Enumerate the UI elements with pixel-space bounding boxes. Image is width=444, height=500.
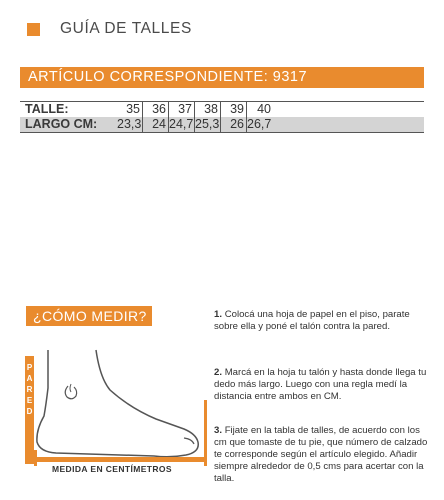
measure-bar [34,457,204,462]
step-number: 1. [214,309,223,320]
size-cell: 37 [169,102,195,117]
wall-letter: D [26,407,33,416]
length-cell: 24 [143,117,169,132]
length-cell: 24,7 [169,117,194,131]
step-text: Marcá en la hoja tu talón y hasta donde llega tu dedo más largo. Luego con una regla medí la distancia entre ambos en CM. [214,367,427,402]
measure-label: MEDIDA EN CENTÍMETROS [52,464,173,474]
instruction-step [214,309,432,333]
wall-letter: A [26,374,33,383]
header-accent-square [27,23,40,36]
size-cell: 40 [257,102,271,116]
size-cell: 39 [221,102,247,117]
length-row-label: LARGO CM: [25,117,98,131]
step-number: 2. [214,367,223,378]
instruction-step [214,425,432,485]
size-row [20,101,424,117]
ankle-bone [65,386,76,399]
step-text: Colocá una hoja de papel en el piso, parate sobre ella y poné el talón contra la pared. [214,309,410,332]
size-cell: 38 [195,102,221,117]
measure-cap-left [34,450,37,466]
length-cell: 26,7 [247,117,272,131]
length-row [20,117,424,133]
foot-measure-diagram [0,330,200,500]
size-cell: 35 [117,102,143,117]
length-cell: 23,3 [117,117,142,131]
how-to-measure-banner: ¿CÓMO MEDIR? [26,306,152,326]
instruction-step [214,367,432,403]
foot-outline [37,350,198,457]
wall-letter: E [26,396,33,405]
ankle-line [70,384,71,392]
toe-nail [184,438,194,444]
length-cell: 25,3 [195,117,220,131]
article-banner: ARTÍCULO CORRESPONDIENTE: 9317 [20,67,424,88]
size-table [20,101,424,133]
measure-cap-right [204,450,207,466]
wall-letter: P [26,363,33,372]
size-cell: 36 [143,102,169,117]
step-text: Fijate en la tabla de talles, de acuerdo con los cm que tomaste de tu pie, que número de calzado te corresponde según el artículo elegido. Añadir siempre alrededor de 0,5 cms para acertar con la talla. [214,425,428,484]
size-row-label: TALLE: [25,102,69,116]
wall-letter: R [26,385,33,394]
page-title: GUÍA DE TALLES [60,20,192,37]
length-cell: 26 [221,117,247,132]
step-number: 3. [214,425,223,436]
